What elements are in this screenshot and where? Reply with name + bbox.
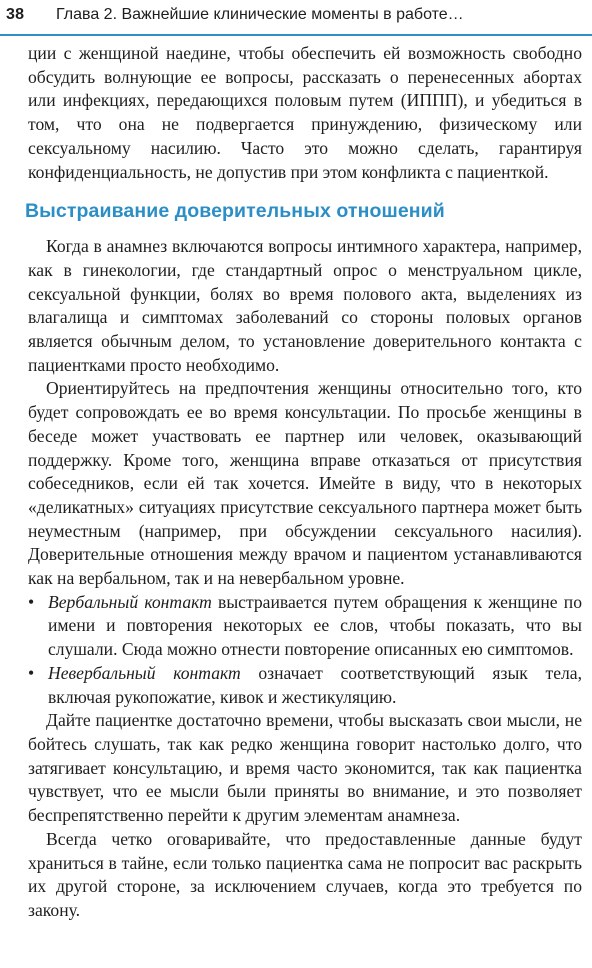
term-nonverbal-contact: Невербальный контакт: [48, 662, 241, 683]
page-number: 38: [6, 6, 25, 23]
paragraph-confidentiality: Всегда четко оговаривайте, что предоставленные данные будут храниться в тайне, если только пациентка сама не попросит вас раскрыть их другой стороне, за исключением случаев, когда это требуется по закону.: [28, 828, 582, 920]
paragraph-continuation: ции с женщиной наедине, чтобы обеспечить ей возможность свободно обсудить волнующие ее вопросы, рассказать о перенесенных абортах или инфекциях, передающихся половым путем (ИППП), и убедиться в том, что она не подвергается принуждению, физическому или сексуальному насилию. Часто это можно сделать, гарантируя конфиденциальность, не допустив при этом конфликта с пациенткой.: [28, 43, 582, 182]
header-rule: [0, 34, 592, 36]
paragraph-intimate-questions: Когда в анамнез включаются вопросы интимного характера, например, как в гинекологии, где стандартный опрос о менструальном цикле, сексуальной функции, болях во время полового акта, выделениях из влагалища и симптомах заболеваний со стороны половых органов является обычным делом, то установление доверительного контакта с пациентками просто необходимо.: [28, 236, 582, 375]
bullet-marker: •: [28, 591, 35, 612]
list-item-verbal: [28, 591, 582, 662]
term-verbal-contact: Вербальный контакт: [48, 591, 212, 612]
section-heading: Выстраивание доверительных отношений: [25, 200, 445, 223]
definition-verbal-contact: выстраивается путем обращения к женщине по имени и повторения некоторых ее слов, чтобы показать, что вы слушали. Сюда можно отнести повторение описанных ею симптомов.: [48, 591, 582, 660]
contact-types-list: [28, 591, 582, 710]
running-title: Глава 2. Важнейшие клинические моменты в работе…: [56, 6, 464, 23]
bullet-marker: •: [28, 662, 35, 683]
page-body: [25, 42, 582, 923]
paragraph-preferences: Ориентируйтесь на предпочтения женщины относительно того, кто будет сопровождать ее во время консультации. По просьбе женщины в беседе может участвовать ее партнер или человек, оказывающий поддержку. Кроме того, женщина вправе отказаться от присутствия собеседников, если ей так хочется. Имейте в виду, что в некоторых «деликатных» ситуациях присутствие сексуального партнера может быть неуместным (например, при обсуждении сексуального насилия). Доверительные отношения между врачом и пациентом устанавливаются как на вербальном, так и на невербальном уровне.: [28, 378, 582, 589]
list-item-nonverbal: [28, 662, 582, 709]
page-header: [0, 0, 592, 34]
definition-nonverbal-contact: означает соответствующий язык тела, включая рукопожатие, кивок и жестикуляцию.: [48, 662, 582, 707]
paragraph-give-time: Дайте пациентке достаточно времени, чтобы высказать свои мысли, не бойтесь слушать, так как редко женщина говорит настолько долго, что затягивает консультацию, и время часто экономится, так как пациентка чувствует, что ее мысли были приняты во внимание, и это позволяет беспрепятственно перейти к другим элементам анамнеза.: [28, 710, 582, 826]
